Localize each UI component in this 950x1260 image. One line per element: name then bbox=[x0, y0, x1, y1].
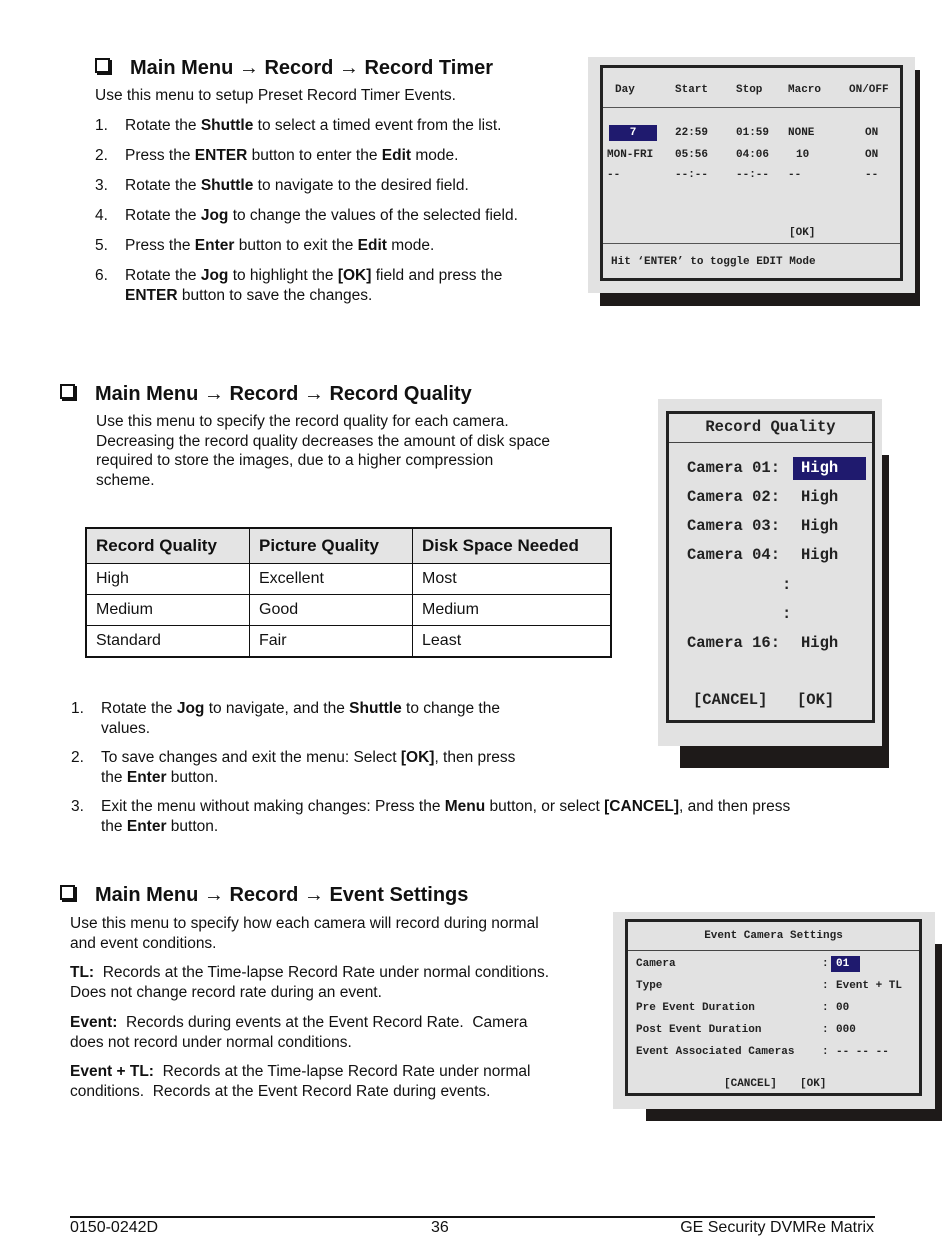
stop-field[interactable]: 01:59 bbox=[736, 127, 770, 139]
day-field[interactable]: MON-FRI bbox=[607, 149, 654, 161]
post-event-duration-field[interactable]: 000 bbox=[836, 1024, 856, 1036]
table-header-row: Record Quality Picture Quality Disk Space Needed bbox=[86, 528, 611, 564]
screen-title: Event Camera Settings bbox=[704, 930, 843, 942]
column-header-start: Start bbox=[675, 84, 709, 96]
edit-mode-hint: Hit ‘ENTER’ to toggle EDIT Mode bbox=[611, 256, 816, 268]
ellipsis: : bbox=[782, 576, 792, 594]
colon: : bbox=[822, 1046, 829, 1058]
onoff-field[interactable]: ON bbox=[865, 127, 879, 139]
column-header-onoff: ON/OFF bbox=[849, 84, 889, 96]
column-header-day: Day bbox=[615, 84, 635, 96]
start-field[interactable]: 22:59 bbox=[675, 127, 709, 139]
field-label-associated-cameras: Event Associated Cameras bbox=[636, 1046, 795, 1058]
divider bbox=[628, 950, 919, 951]
colon: : bbox=[822, 980, 829, 992]
record-quality-panel bbox=[666, 411, 875, 723]
type-field[interactable]: Event + TL bbox=[836, 980, 903, 992]
colon: : bbox=[822, 1024, 829, 1036]
column-header-stop: Stop bbox=[736, 84, 763, 96]
record-timer-intro: Use this menu to setup Preset Record Timer Events. bbox=[95, 87, 456, 104]
stop-field[interactable]: 04:06 bbox=[736, 149, 770, 161]
table-row: Standard Fair Least bbox=[86, 626, 611, 658]
definition-tl: TL: Records at the Time-lapse Record Rate under normal conditions. Does not change record rate during an event. bbox=[70, 964, 549, 1001]
camera-field-selected[interactable]: 01 bbox=[831, 956, 860, 972]
camera-quality[interactable]: High bbox=[801, 634, 839, 652]
start-field[interactable]: --:-- bbox=[675, 169, 709, 181]
ok-button[interactable]: [OK] bbox=[789, 227, 816, 239]
record-quality-table bbox=[85, 527, 612, 658]
footer-rule bbox=[70, 1216, 875, 1218]
checkbox-bullet-icon bbox=[95, 58, 110, 73]
field-label-pre-event: Pre Event Duration bbox=[636, 1002, 755, 1014]
macro-field[interactable]: 10 bbox=[796, 149, 810, 161]
start-field[interactable]: 05:56 bbox=[675, 149, 709, 161]
ok-button[interactable]: [OK] bbox=[800, 1078, 827, 1090]
stop-field[interactable]: --:-- bbox=[736, 169, 770, 181]
colon: : bbox=[822, 1002, 829, 1014]
ok-button[interactable]: [OK] bbox=[797, 691, 835, 709]
column-header-macro: Macro bbox=[788, 84, 822, 96]
divider bbox=[669, 442, 872, 443]
field-label-type: Type bbox=[636, 980, 663, 992]
field-label-camera: Camera bbox=[636, 958, 676, 970]
day-field[interactable]: -- bbox=[607, 169, 621, 181]
checkbox-bullet-icon bbox=[60, 384, 75, 399]
definition-event-tl: Event + TL: Records at the Time-lapse Record Rate under normal conditions. Records at the Event Record Rate during events. bbox=[70, 1063, 531, 1100]
screen-title: Record Quality bbox=[705, 418, 836, 436]
cancel-button[interactable]: [CANCEL] bbox=[693, 691, 768, 709]
field-label-post-event: Post Event Duration bbox=[636, 1024, 762, 1036]
cancel-button[interactable]: [CANCEL] bbox=[724, 1078, 777, 1090]
camera-label: Camera 04: bbox=[687, 546, 781, 564]
camera-quality[interactable]: High bbox=[801, 546, 839, 564]
record-quality-intro: Use this menu to specify the record quality for each camera. Decreasing the record quality decreases the amount of disk space required to store the images, due to a higher compression scheme. bbox=[96, 413, 551, 489]
camera-label: Camera 03: bbox=[687, 517, 781, 535]
section-heading-event-settings: Main Menu → Record → Event Settings bbox=[60, 884, 468, 907]
ellipsis: : bbox=[782, 605, 792, 623]
record-timer-panel bbox=[600, 65, 903, 281]
divider bbox=[603, 243, 900, 244]
definition-event: Event: Records during events at the Event Record Rate. Camera does not record under normal conditions. bbox=[70, 1014, 528, 1051]
camera-label: Camera 01: bbox=[687, 459, 781, 477]
footer-doc-number: 0150-0242D bbox=[70, 1219, 159, 1236]
section-heading-record-quality: Main Menu → Record → Record Quality bbox=[60, 383, 472, 406]
associated-cameras-field[interactable]: -- -- -- bbox=[836, 1046, 889, 1058]
table-row: Medium Good Medium bbox=[86, 595, 611, 626]
camera-quality[interactable]: High bbox=[801, 488, 839, 506]
event-settings-intro: Use this menu to specify how each camera will record during normal and event conditions. bbox=[70, 915, 539, 952]
day-field-selected[interactable]: 7 bbox=[609, 125, 657, 141]
event-settings-panel bbox=[625, 919, 922, 1096]
footer-product-name: GE Security DVMRe Matrix bbox=[680, 1219, 874, 1236]
section-heading-record-timer: Main Menu → Record → Record Timer bbox=[95, 57, 493, 80]
camera-quality[interactable]: High bbox=[801, 517, 839, 535]
onoff-field[interactable]: -- bbox=[865, 169, 879, 181]
camera-label: Camera 02: bbox=[687, 488, 781, 506]
pre-event-duration-field[interactable]: 00 bbox=[836, 1002, 850, 1014]
onoff-field[interactable]: ON bbox=[865, 149, 879, 161]
camera-label: Camera 16: bbox=[687, 634, 781, 652]
macro-field[interactable]: -- bbox=[788, 169, 802, 181]
divider bbox=[603, 107, 900, 108]
checkbox-bullet-icon bbox=[60, 885, 75, 900]
camera-quality-selected[interactable]: High bbox=[793, 457, 866, 480]
colon: : bbox=[822, 958, 829, 970]
table-row: High Excellent Most bbox=[86, 564, 611, 595]
footer-page-number: 36 bbox=[431, 1219, 449, 1236]
macro-field[interactable]: NONE bbox=[788, 127, 815, 139]
